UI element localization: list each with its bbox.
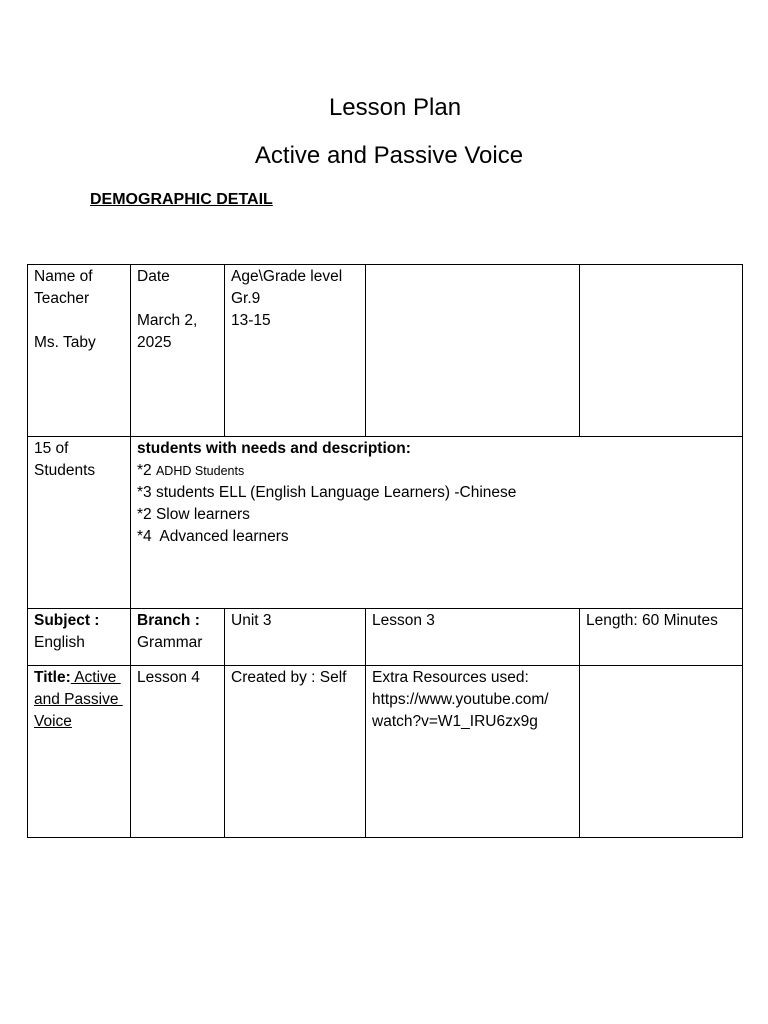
length-value: Length: 60 Minutes	[586, 612, 718, 629]
teacher-cell	[28, 265, 131, 437]
title-value: Active	[70, 669, 121, 686]
teacher-name: Ms. Taby	[34, 334, 96, 351]
subject-value: English	[34, 634, 85, 651]
date-value: March 2,	[137, 312, 198, 329]
title-cell	[28, 666, 131, 838]
length-cell	[580, 609, 743, 666]
subject-label: Subject :	[34, 612, 100, 629]
empty-cell	[580, 666, 743, 838]
teacher-label: Name of	[34, 268, 93, 285]
subject-cell	[28, 609, 131, 666]
lesson-number: Lesson 4	[137, 669, 200, 686]
lesson-plan-table	[27, 264, 743, 838]
branch-cell	[131, 609, 225, 666]
empty-cell	[580, 265, 743, 437]
student-count-label: Students	[34, 462, 96, 479]
title-value: and Passive	[34, 691, 123, 708]
student-count-cell	[28, 437, 131, 609]
ell-students: *3 students ELL (English Language Learners) -Chinese	[137, 484, 517, 501]
table-row	[28, 265, 743, 437]
empty-cell	[366, 265, 580, 437]
branch-label: Branch :	[137, 612, 200, 629]
date-label: Date	[137, 268, 170, 285]
adhd-label: ADHD Students	[155, 464, 245, 478]
date-cell	[131, 265, 225, 437]
student-needs-cell	[131, 437, 743, 609]
grade-value: Gr.9	[231, 290, 261, 307]
branch-value: Grammar	[137, 634, 203, 651]
lesson-cell	[366, 609, 580, 666]
needs-heading: students with needs and description:	[137, 440, 411, 457]
slow-learners: *2 Slow learners	[137, 506, 250, 523]
document-title: Lesson Plan	[328, 94, 462, 121]
age-grade-label: Age\Grade level	[231, 268, 343, 285]
title-value: Voice	[34, 713, 72, 730]
grade-cell	[225, 265, 366, 437]
unit-value: Unit 3	[231, 612, 272, 629]
resources-label: Extra Resources used:	[372, 669, 529, 686]
table-row	[28, 666, 743, 838]
age-range-value: 13-15	[231, 312, 271, 329]
document-subtitle: Active and Passive Voice	[254, 142, 524, 169]
table-row	[28, 437, 743, 609]
lesson-number-cell	[131, 666, 225, 838]
advanced-learners: *4 Advanced learners	[137, 528, 289, 545]
created-by-cell	[225, 666, 366, 838]
resources-url[interactable]: watch?v=W1_IRU6zx9g	[372, 713, 538, 730]
student-count: 15 of	[34, 440, 69, 457]
lesson-value: Lesson 3	[372, 612, 435, 629]
table-row	[28, 609, 743, 666]
title-label: Title:	[34, 669, 71, 686]
section-heading: DEMOGRAPHIC DETAIL	[90, 191, 273, 208]
teacher-label: Teacher	[34, 290, 90, 307]
date-value: 2025	[137, 334, 172, 351]
created-by: Created by : Self	[231, 669, 347, 686]
resources-cell	[366, 666, 580, 838]
resources-url[interactable]: https://www.youtube.com/	[372, 691, 549, 708]
unit-cell	[225, 609, 366, 666]
adhd-count: *2	[137, 462, 156, 479]
